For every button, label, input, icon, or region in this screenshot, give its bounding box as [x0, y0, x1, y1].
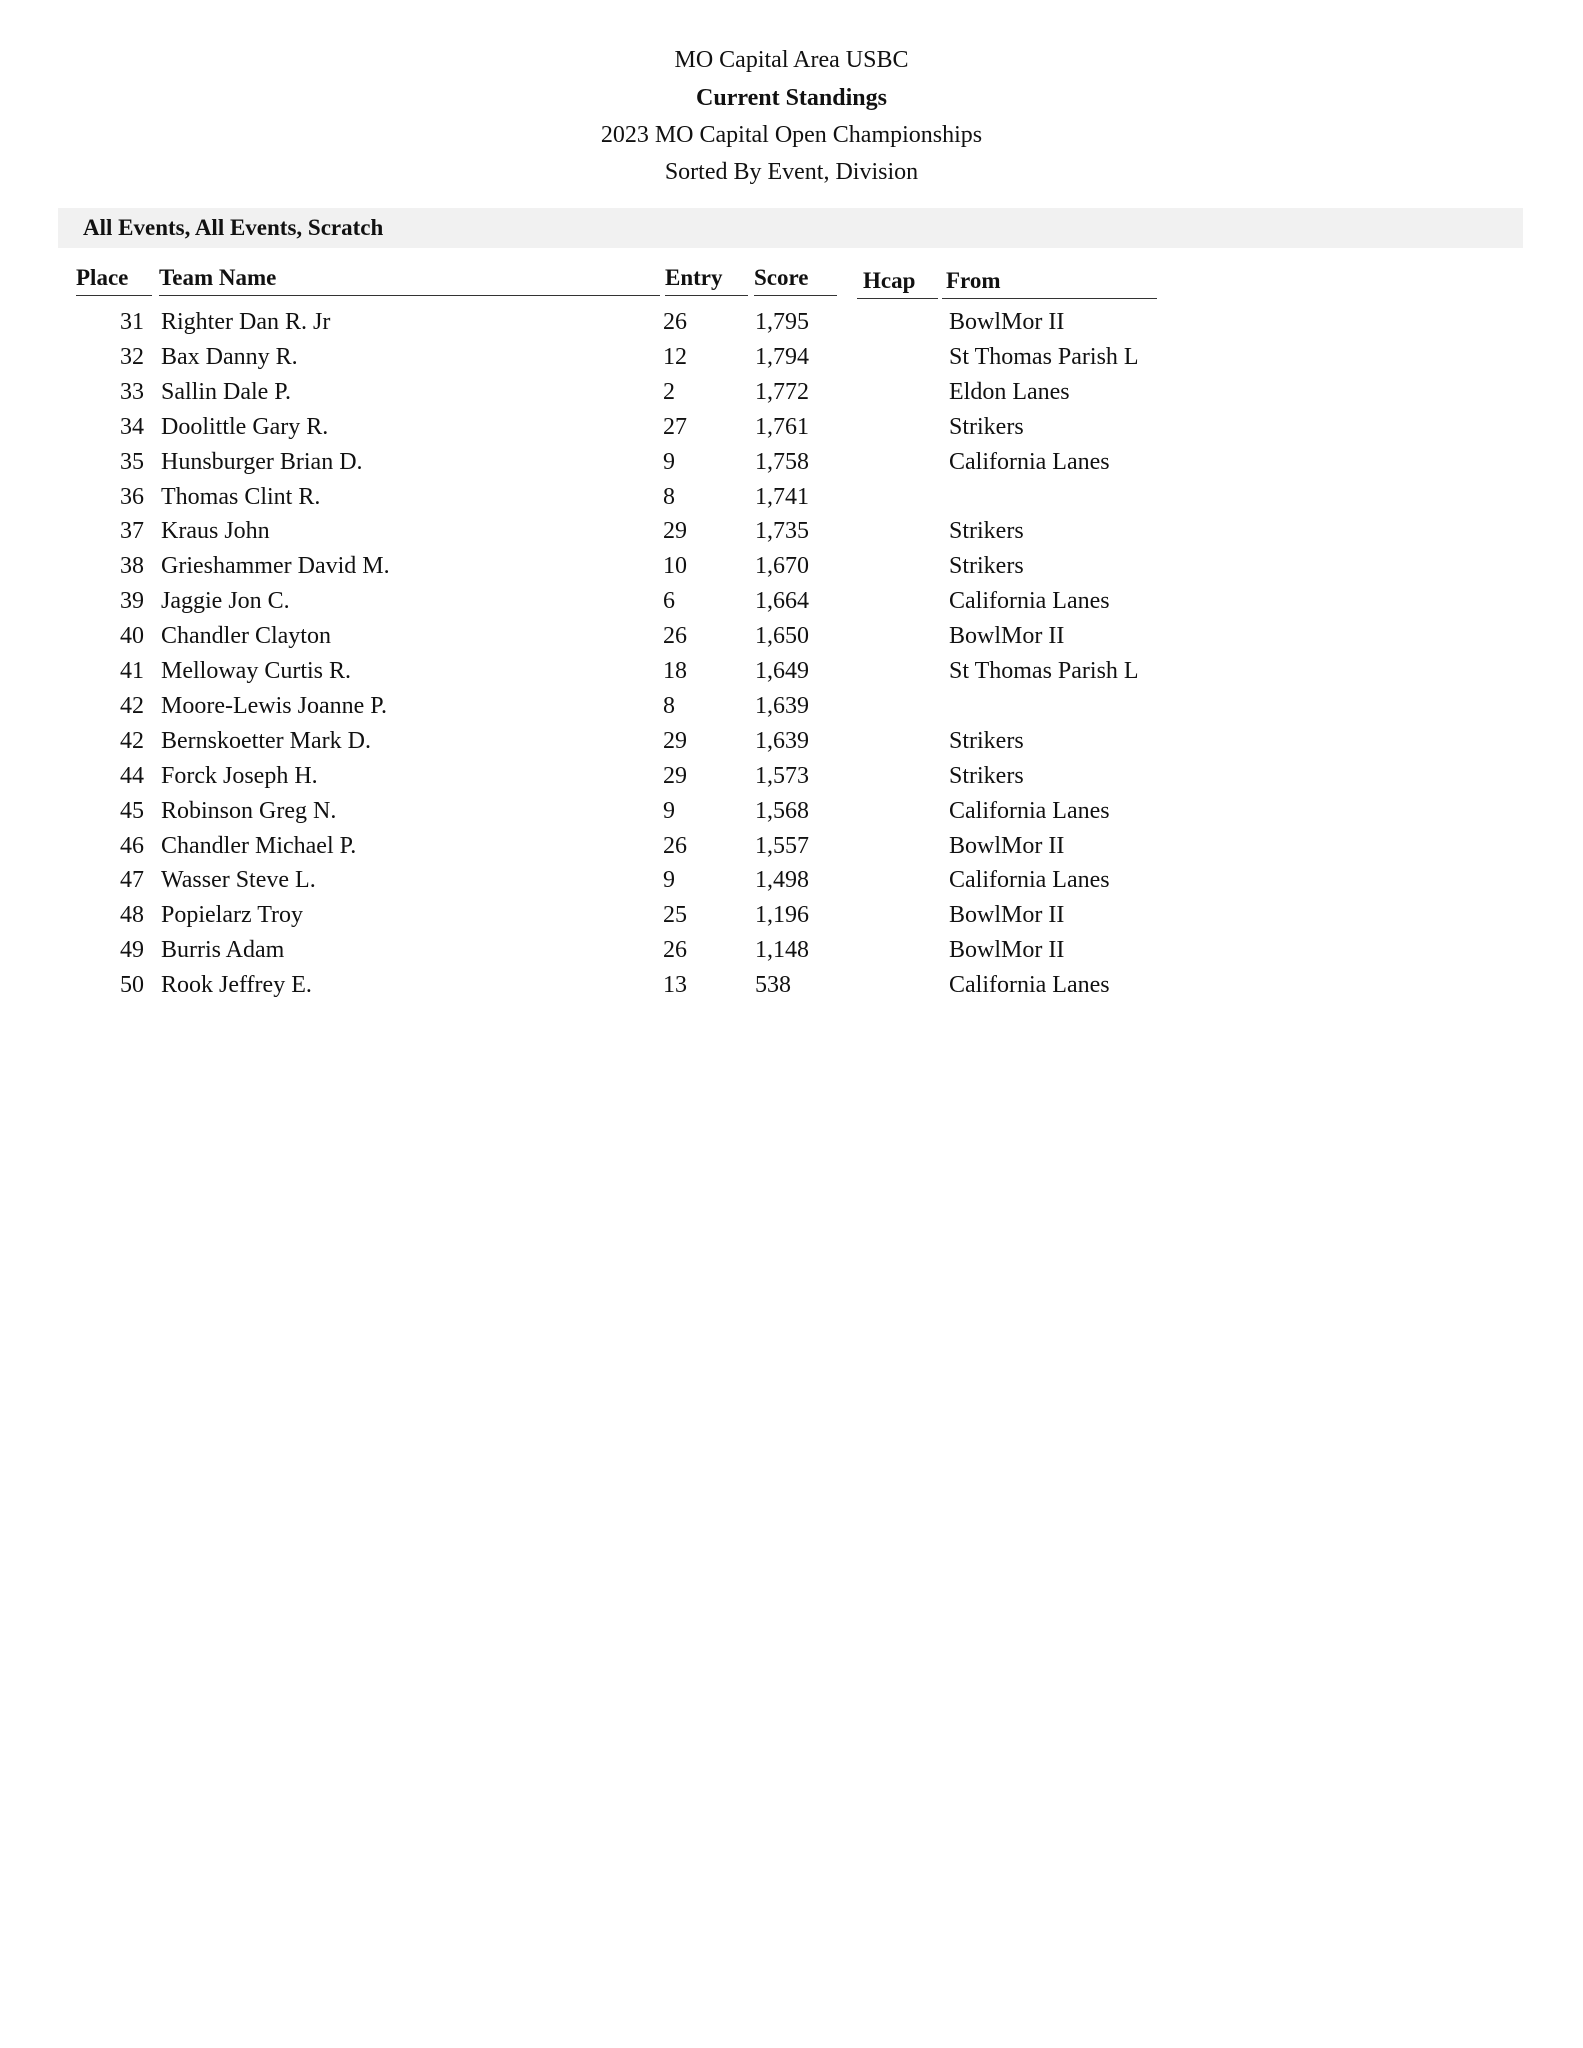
score-cell: 1,670 [755, 553, 809, 580]
table-row [0, 518, 1583, 553]
place-cell: 36 [120, 483, 144, 510]
team-name-cell: Bernskoetter Mark D. [161, 727, 371, 754]
entry-cell: 2 [663, 378, 675, 405]
team-name-cell: Melloway Curtis R. [161, 658, 351, 684]
entry-cell: 26 [663, 937, 687, 964]
score-cell: 1,639 [755, 727, 809, 754]
table-row [0, 344, 1583, 379]
from-cell: St Thomas Parish L [949, 343, 1139, 370]
score-cell: 1,573 [755, 762, 809, 789]
from-cell: Strikers [949, 518, 1024, 545]
entry-cell: 9 [663, 448, 675, 475]
entry-cell: 26 [663, 309, 687, 335]
score-cell: 1,568 [755, 797, 809, 824]
column-header-score: Score [754, 265, 837, 296]
place-cell: 45 [120, 797, 144, 824]
score-cell: 1,772 [755, 378, 809, 405]
place-cell: 42 [120, 727, 144, 754]
column-header-team-name: Team Name [159, 265, 660, 296]
score-cell: 1,794 [755, 343, 809, 370]
score-cell: 1,639 [755, 692, 809, 719]
score-cell: 1,650 [755, 623, 809, 650]
place-cell: 34 [120, 413, 144, 440]
team-name-cell: Popielarz Troy [161, 902, 304, 929]
table-row [0, 414, 1583, 449]
table-row [0, 728, 1583, 763]
column-header-hcap: Hcap [857, 268, 938, 299]
table-row [0, 623, 1583, 658]
score-cell: 1,795 [755, 309, 809, 335]
entry-cell: 27 [663, 413, 687, 440]
table-row [0, 833, 1583, 868]
page-title: Current Standings [696, 85, 887, 111]
team-name-cell: Moore-Lewis Joanne P. [161, 692, 387, 719]
section-header [58, 208, 1523, 248]
team-name-cell: Grieshammer David M. [161, 553, 390, 580]
entry-cell: 25 [663, 902, 687, 929]
from-cell: California Lanes [949, 588, 1110, 615]
team-name-cell: Robinson Greg N. [161, 797, 337, 824]
place-cell: 37 [120, 518, 144, 545]
entry-cell: 29 [663, 762, 687, 789]
team-name-cell: Kraus John [161, 518, 270, 545]
place-cell: 32 [120, 343, 144, 370]
from-cell: BowlMor II [949, 937, 1065, 964]
place-cell: 38 [120, 553, 144, 580]
event-name: 2023 MO Capital Open Championships [600, 122, 983, 148]
team-name-cell: Doolittle Gary R. [161, 413, 329, 440]
table-row [0, 693, 1583, 728]
score-cell: 1,735 [755, 518, 809, 545]
score-cell: 1,557 [755, 832, 809, 859]
section-title: All Events, All Events, Scratch [83, 215, 384, 240]
table-row [0, 449, 1583, 484]
place-cell: 50 [120, 972, 144, 999]
place-cell: 49 [120, 937, 144, 964]
score-cell: 1,758 [755, 448, 809, 475]
table-row [0, 972, 1583, 1007]
team-name-cell: Sallin Dale P. [161, 378, 291, 405]
place-cell: 48 [120, 902, 144, 929]
column-header-from: From [942, 268, 1157, 299]
table-row [0, 309, 1583, 344]
table-row [0, 798, 1583, 833]
from-cell: Strikers [949, 553, 1024, 580]
entry-cell: 9 [663, 867, 675, 894]
entry-cell: 18 [663, 658, 687, 684]
sort-description: Sorted By Event, Division [664, 159, 919, 185]
place-cell: 33 [120, 378, 144, 405]
from-cell: California Lanes [949, 867, 1110, 894]
from-cell: BowlMor II [949, 309, 1065, 335]
from-cell: BowlMor II [949, 623, 1065, 650]
team-name-cell: Burris Adam [161, 937, 285, 964]
entry-cell: 8 [663, 692, 675, 719]
team-name-cell: Wasser Steve L. [161, 867, 316, 894]
from-cell: BowlMor II [949, 902, 1065, 929]
entry-cell: 26 [663, 623, 687, 650]
from-cell: Strikers [949, 727, 1024, 754]
place-cell: 46 [120, 832, 144, 859]
score-cell: 1,196 [755, 902, 809, 929]
entry-cell: 13 [663, 972, 687, 999]
place-cell: 35 [120, 448, 144, 475]
from-cell: California Lanes [949, 797, 1110, 824]
table-row [0, 763, 1583, 798]
from-cell: Strikers [949, 413, 1024, 440]
score-cell: 1,649 [755, 658, 809, 684]
score-cell: 1,148 [755, 937, 809, 964]
place-cell: 41 [120, 658, 144, 684]
table-row [0, 553, 1583, 588]
place-cell: 39 [120, 588, 144, 615]
entry-cell: 29 [663, 518, 687, 545]
table-row [0, 867, 1583, 902]
score-cell: 1,741 [755, 483, 809, 510]
team-name-cell: Thomas Clint R. [161, 483, 321, 510]
table-row [0, 379, 1583, 414]
entry-cell: 29 [663, 727, 687, 754]
column-header-place: Place [76, 265, 152, 296]
from-cell: California Lanes [949, 448, 1110, 475]
from-cell: Eldon Lanes [949, 378, 1070, 405]
table-row [0, 484, 1583, 519]
table-row [0, 937, 1583, 972]
entry-cell: 26 [663, 832, 687, 859]
score-cell: 538 [755, 972, 791, 999]
score-cell: 1,761 [755, 413, 809, 440]
table-row [0, 658, 1583, 693]
entry-cell: 9 [663, 797, 675, 824]
table-row [0, 902, 1583, 937]
team-name-cell: Chandler Michael P. [161, 832, 357, 859]
from-cell: California Lanes [949, 972, 1110, 999]
from-cell: BowlMor II [949, 832, 1065, 859]
place-cell: 47 [120, 867, 144, 894]
team-name-cell: Rook Jeffrey E. [161, 972, 312, 999]
team-name-cell: Hunsburger Brian D. [161, 448, 363, 475]
organization-name: MO Capital Area USBC [674, 47, 909, 73]
entry-cell: 10 [663, 553, 687, 580]
team-name-cell: Righter Dan R. Jr [161, 309, 331, 335]
from-cell: St Thomas Parish L [949, 658, 1139, 684]
place-cell: 44 [120, 762, 144, 789]
entry-cell: 6 [663, 588, 675, 615]
table-row [0, 588, 1583, 623]
from-cell: Strikers [949, 762, 1024, 789]
place-cell: 42 [120, 692, 144, 719]
team-name-cell: Chandler Clayton [161, 623, 331, 650]
team-name-cell: Bax Danny R. [161, 343, 298, 370]
place-cell: 40 [120, 623, 144, 650]
column-header-entry: Entry [665, 265, 748, 296]
entry-cell: 12 [663, 343, 687, 370]
place-cell: 31 [120, 309, 144, 335]
score-cell: 1,498 [755, 867, 809, 894]
team-name-cell: Jaggie Jon C. [161, 588, 290, 615]
team-name-cell: Forck Joseph H. [161, 762, 318, 789]
score-cell: 1,664 [755, 588, 809, 615]
entry-cell: 8 [663, 483, 675, 510]
